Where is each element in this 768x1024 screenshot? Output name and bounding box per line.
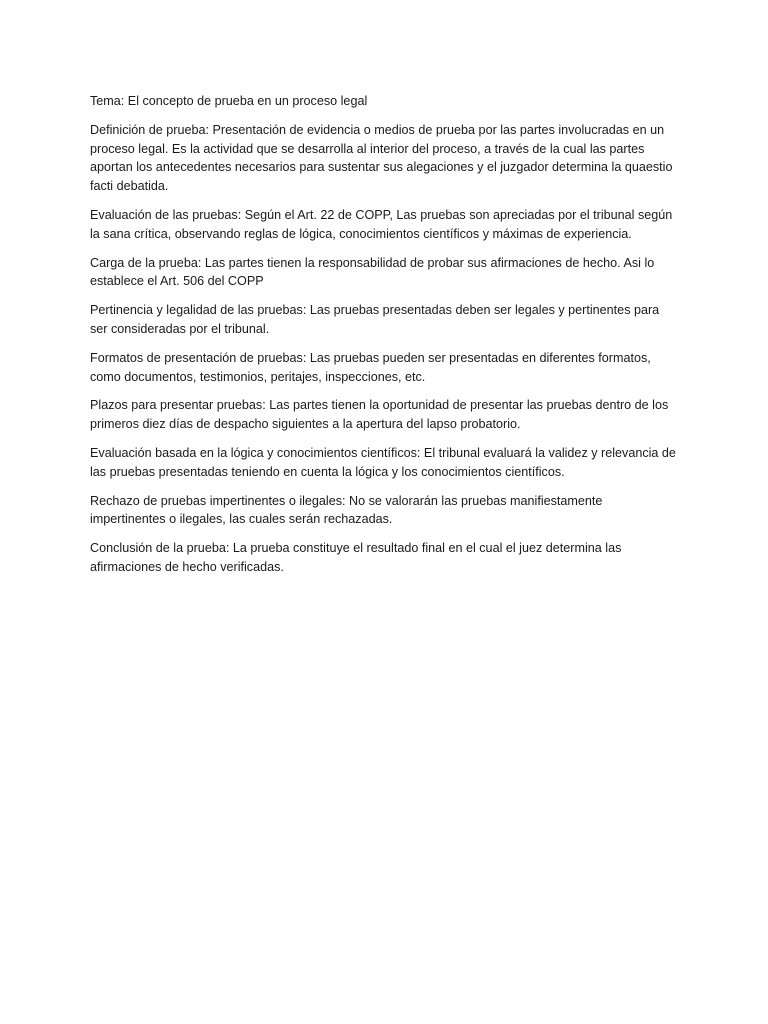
paragraph-plazos: Plazos para presentar pruebas: Las partes tienen la oportunidad de presentar las pruebas dentro de los primeros diez días de despacho siguientes a la apertura del lapso probatorio. — [90, 398, 669, 432]
paragraph-evaluacion-logica: Evaluación basada en la lógica y conocimientos científicos: El tribunal evaluará la validez y relevancia de las pruebas presentadas teniendo en cuenta la lógica y los conocimientos científicos. — [90, 445, 676, 479]
paragraph-formatos: Formatos de presentación de pruebas: Las pruebas pueden ser presentadas en diferentes formatos, como documentos, testimonios, peritajes, inspecciones, etc. — [90, 350, 651, 384]
paragraph-definicion: Definición de prueba: Presentación de evidencia o medios de prueba por las partes involucradas en un proceso legal. Es la actividad que se desarrolla al interior del proceso, a través de la cual las partes aportan los antecedentes necesarios para sustentar sus alegaciones y el juzgador determina la quaestio facti debatida. — [90, 122, 673, 194]
paragraph-conclusion: Conclusión de la prueba: La prueba constituye el resultado final en el cual el juez determina las afirmaciones de hecho verificadas. — [90, 541, 622, 574]
paragraph-pertinencia: Pertinencia y legalidad de las pruebas: Las pruebas presentadas deben ser legales y pertinentes para ser consideradas por el tribunal. — [90, 303, 660, 336]
paragraph-evaluacion: Evaluación de las pruebas: Según el Art. 22 de COPP, Las pruebas son apreciadas por el tribunal según la sana crítica, observando reglas de lógica, conocimientos científicos y máximas de experiencia. — [90, 207, 673, 241]
paragraph-carga: Carga de la prueba: Las partes tienen la responsabilidad de probar sus afirmaciones de hecho. Asi lo establece el Art. 506 del COPP — [90, 255, 655, 289]
document-body — [90, 92, 680, 587]
paragraph-rechazo: Rechazo de pruebas impertinentes o ilegales: No se valorarán las pruebas manifiestamente impertinentes o ilegales, las cuales serán rechazadas. — [90, 493, 603, 527]
document-title: Tema: El concepto de prueba en un proceso legal — [90, 94, 368, 108]
